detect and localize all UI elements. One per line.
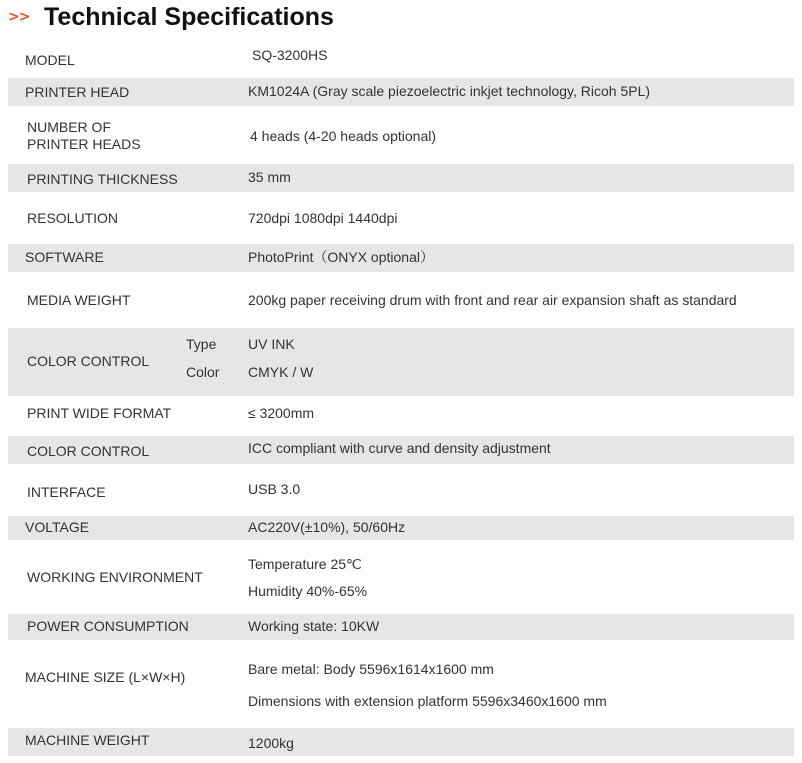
spec-row-color-control-ink: [8, 328, 794, 396]
spec-label: COLOR CONTROL: [27, 353, 150, 369]
spec-value: SQ-3200HS: [252, 47, 328, 63]
spec-label: PRINTING THICKNESS: [27, 171, 178, 187]
double-chevron-icon: >>: [8, 9, 30, 25]
spec-value: Working state: 10KW: [248, 618, 380, 634]
spec-label: MEDIA WEIGHT: [27, 292, 131, 308]
spec-value: AC220V(±10%), 50/60Hz: [248, 519, 406, 535]
spec-value: PhotoPrint（ONYX optional）: [248, 249, 434, 265]
spec-value: 720dpi 1080dpi 1440dpi: [248, 210, 398, 226]
spec-value-extension: Dimensions with extension platform 5596x3460x1600 mm: [248, 693, 607, 709]
spec-label: WORKING ENVIRONMENT: [27, 569, 203, 585]
spec-label: POWER CONSUMPTION: [27, 618, 189, 634]
spec-value: 200kg paper receiving drum with front and rear air expansion shaft as standard: [248, 292, 737, 308]
spec-label: RESOLUTION: [27, 210, 119, 226]
spec-row-color-control-icc: [8, 436, 794, 464]
spec-label-line1: NUMBER OF: [27, 119, 111, 135]
spec-row-software: [8, 244, 794, 272]
spec-row-printer-head: [8, 78, 794, 106]
spec-sublabel-color: Color: [186, 364, 220, 380]
section-header: [0, 0, 802, 40]
spec-row-number-of-heads: [8, 108, 794, 162]
spec-value: USB 3.0: [248, 481, 301, 497]
spec-row-printing-thickness: [8, 164, 794, 192]
spec-label: PRINTER HEAD: [25, 84, 130, 100]
spec-value: 4 heads (4-20 heads optional): [250, 128, 437, 144]
spec-row-resolution: [8, 194, 794, 242]
spec-row-model: [8, 42, 794, 76]
spec-row-machine-weight: [8, 728, 794, 756]
spec-row-working-environment: [8, 542, 794, 612]
spec-row-interface: [8, 466, 794, 514]
spec-label: MODEL: [25, 52, 75, 68]
spec-value-humidity: Humidity 40%-65%: [248, 583, 368, 599]
spec-sublabel-type: Type: [186, 336, 217, 352]
spec-row-voltage: [8, 516, 794, 540]
spec-row-machine-size: [8, 642, 794, 726]
spec-label: PRINT WIDE FORMAT: [27, 405, 172, 421]
spec-row-print-width: [8, 398, 794, 434]
spec-value: 1200kg: [248, 735, 294, 751]
spec-label-line2: PRINTER HEADS: [27, 136, 141, 152]
spec-value-type: UV INK: [248, 336, 295, 352]
spec-value: ICC compliant with curve and density adjustment: [248, 440, 551, 456]
page-title: Technical Specifications: [44, 3, 334, 31]
spec-value-color: CMYK / W: [248, 364, 314, 380]
spec-label: COLOR CONTROL: [27, 443, 150, 459]
spec-label: MACHINE WEIGHT: [25, 732, 150, 748]
spec-value: 35 mm: [248, 169, 291, 185]
spec-label: MACHINE SIZE (L×W×H): [25, 669, 186, 685]
spec-label: SOFTWARE: [25, 249, 104, 265]
spec-value-bare-metal: Bare metal: Body 5596x1614x1600 mm: [248, 661, 494, 677]
spec-value-temperature: Temperature 25℃: [248, 556, 362, 572]
spec-row-power-consumption: [8, 614, 794, 640]
spec-label: INTERFACE: [27, 484, 106, 500]
spec-label: VOLTAGE: [25, 519, 90, 535]
spec-value: KM1024A (Gray scale piezoelectric inkjet technology, Ricoh 5PL): [248, 83, 651, 99]
spec-value: ≤ 3200mm: [248, 405, 315, 421]
spec-row-media-weight: [8, 274, 794, 326]
